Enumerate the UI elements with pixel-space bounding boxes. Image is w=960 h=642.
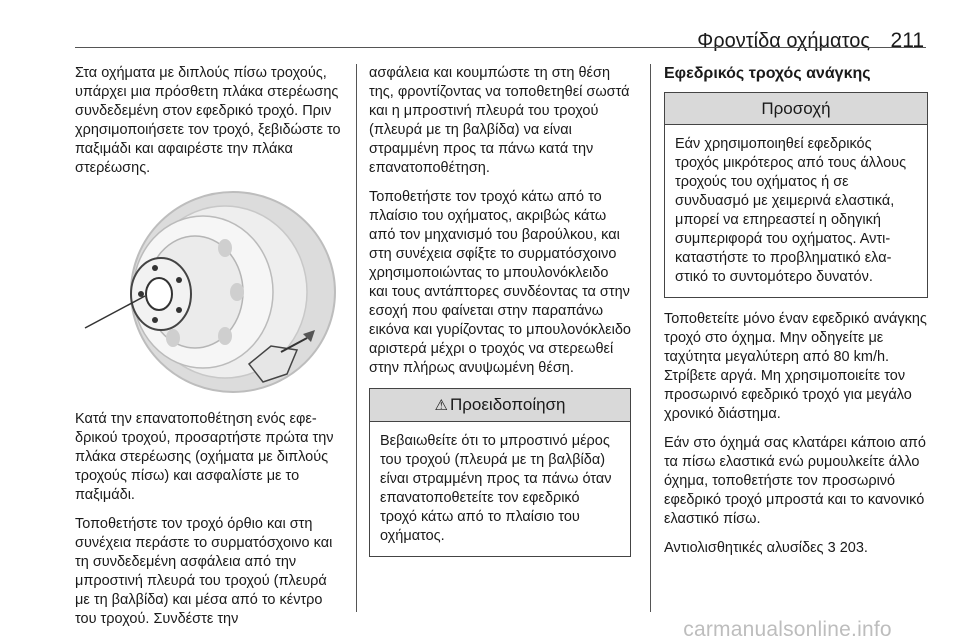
paragraph: Τοποθετείτε μόνο έναν εφεδρικό ανάγκης τροχό στο όχημα. Μην οδηγείτε με ταχύτητα μεγαλύτερη από 80 km/h. Στρίβετε αργά. Μη χρησιμοποιείτε τον προσωρινό εφεδρικό τροχό για μεγάλο χρονικό διάστημα. bbox=[664, 311, 927, 422]
caution-body: Εάν χρησιμοποιηθεί εφεδρικός τροχός μικρότερος από τους άλλους τροχούς του οχήματος ή σε συνδυασμό με χειμερινά ελαστικά, μπορεί να επηρεαστεί η οδηγική συμπεριφορά του οχήματος. Αντικαταστήστε το προβληματικό ελαστικό το συντομότερο δυνατόν. bbox=[675, 136, 907, 285]
caution-box bbox=[664, 92, 928, 298]
paragraph: Κατά την επανατοποθέτηση ενός εφεδρικού τροχού, προσαρτήστε πρώτα την πλάκα στερέωσης (οχήματα με διπλούς τροχούς πίσω) και ασφαλίστε με το παξιμάδι. bbox=[75, 411, 334, 503]
warning-body: Βεβαιωθείτε ότι το μπροστινό μέρος του τροχού (πλευρά με τη βαλβίδα) είναι στραμμένη προς τα πάνω όταν επανατοποθετείτε τον εφεδρικό τροχό κάτω από το πλαίσιο του οχήματος. bbox=[380, 433, 612, 544]
warning-box bbox=[369, 388, 631, 557]
caution-title: Προσοχή bbox=[665, 93, 927, 125]
paragraph: Τοποθετήστε τον τροχό κάτω από το πλαίσιο του οχήματος, ακριβώς κάτω από τον μηχανισμό του βαρούλκου, και στη συνέχεια σφίξτε το συρματόσχοινο χρησιμοποιώντας το μπουλονόκλειδο και τους αντάπτορες συνδέοντας τα στην εσοχή που φαίνεται στην παραπάνω εικόνα και γυρίζοντας το μπουλονόκλειδο αριστερά μέχρι ο τροχός να στερεωθεί στην πλήρως ανυψωμένη θέση. bbox=[369, 189, 631, 376]
page-number: 211 bbox=[890, 29, 924, 52]
cross-reference[interactable] bbox=[664, 539, 928, 558]
warning-triangle-icon: ⚠ bbox=[434, 397, 448, 414]
watermark: carmanualsonline.info bbox=[683, 618, 892, 641]
reference-text: Αντιολισθητικές αλυσίδες bbox=[664, 540, 824, 556]
warning-header bbox=[370, 389, 630, 422]
paragraph: Τοποθετήστε τον τροχό όρθιο και στη συνέχεια περάστε το συρματόσχοινο και τη συνδεδεμένη ασφάλεια από την μπροστινή πλευρά του τροχού (πλευρά με τη βαλβίδα) και μέσα από το κέντρο του τροχού. Συνδέστε την bbox=[75, 516, 333, 627]
column-3 bbox=[664, 64, 928, 568]
paragraph: Εάν στο όχημά σας κλατάρει κάποιο από τα πίσω ελαστικά ενώ ρυμουλκείτε άλλο όχημα, τοποθετήστε τον προσωρινό εφεδρικό τροχό μπροστά και το κανονικό ελαστικό πίσω. bbox=[664, 435, 926, 527]
reference-arrow-icon: 3 bbox=[827, 540, 836, 556]
column-divider bbox=[650, 64, 651, 612]
paragraph: ασφάλεια και κουμπώστε τη στη θέση της, φροντίζοντας να τοποθετηθεί σωστά και η μπροστινή πλευρά του τροχού (πλευρά με τη βαλβίδα) να είναι στραμμένη προς τα πάνω κατά την επανατοποθέτηση. bbox=[369, 65, 630, 176]
header-rule bbox=[75, 47, 926, 48]
column-divider bbox=[356, 64, 357, 612]
paragraph: Στα οχήματα με διπλούς πίσω τροχούς, υπάρχει μια πρόσθετη πλάκα στερέωσης συνδεδεμένη στον εφεδρικό τροχό. Πριν χρησιμοποιήσετε τον τροχό, ξεβιδώστε το παξιμάδι και αφαιρέστε την πλάκα στερέωσης. bbox=[75, 65, 341, 176]
column-1 bbox=[75, 64, 345, 639]
column-2 bbox=[369, 64, 631, 569]
section-heading: Εφεδρικός τροχός ανάγκης bbox=[664, 65, 871, 82]
running-title: Φροντίδα οχήματος bbox=[697, 30, 870, 52]
warning-title: Προειδοποίηση bbox=[449, 395, 566, 414]
spare-wheel-illustration bbox=[75, 188, 343, 398]
reference-page[interactable]: 203. bbox=[839, 540, 868, 556]
